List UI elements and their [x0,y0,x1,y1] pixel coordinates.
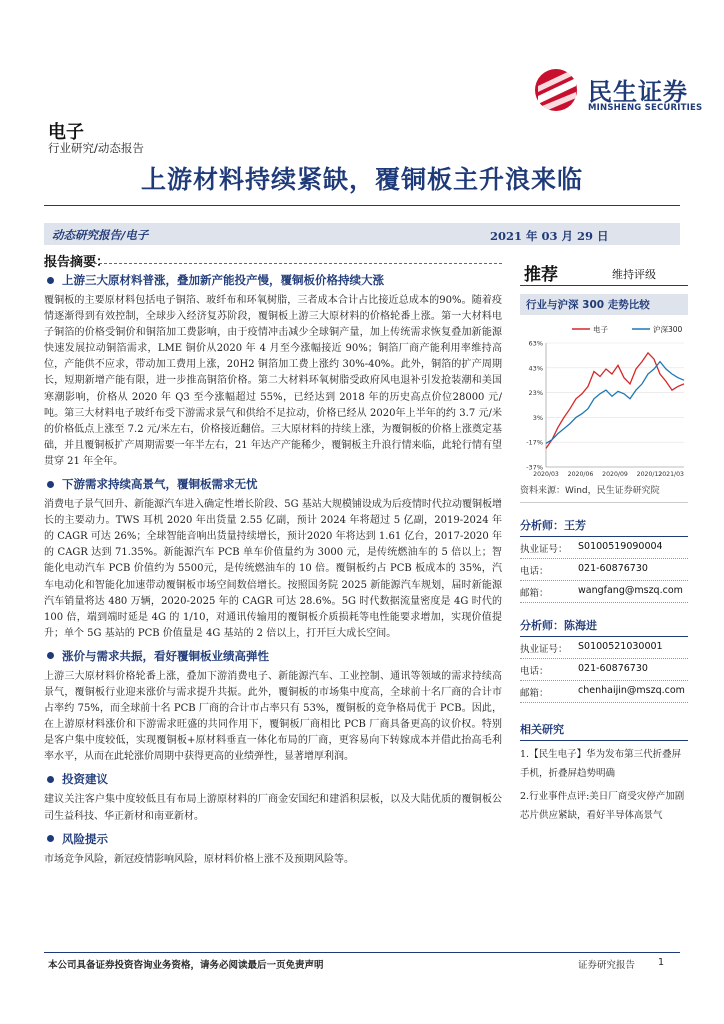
related-research-item[interactable]: 2.行业事件点评:美日厂商受灾停产加剧芯片供应紧缺，看好半导体高景气 [520,791,685,821]
info-key: 邮箱： [520,688,549,699]
x-tick-label: 2020/06 [567,471,594,478]
y-tick-label: -17% [526,438,543,447]
legend-label: 电子 [593,325,608,334]
footer-disclaimer: 本公司具备证券投资咨询业务资格，请务必阅读最后一页免责声明 [48,960,324,971]
logo-mark-icon [532,66,584,116]
x-tick-label: 2020/12 [636,471,663,478]
info-key: 电话： [520,666,549,677]
footer-label: 证券研究报告 [578,960,636,971]
section-title: 下游需求持续高景气，覆铜板需求无忧 [62,477,258,492]
x-tick-label: 2021/03 [658,471,684,478]
email-link[interactable]: chenhaijin@mszq.com [578,685,685,696]
x-tick-label: 2020/03 [533,471,559,478]
info-key: 执业证号： [520,544,568,555]
section-paragraph: 建议关注客户集中度较低且有布局上游原材料的厂商金安国纪和建滔积层板，以及大陆优质的覆铜板公司生益科技、华正新材和南亚新材。 [44,794,502,822]
bullet-icon [47,481,54,488]
rating-note: 维持评级 [612,268,656,281]
series-line-electronics [546,353,684,449]
y-tick-label: -37% [526,463,543,472]
section-title: 上游三大原材料普涨，叠加新产能投产慢，覆铜板价格持续大涨 [62,273,384,287]
y-tick-label: 63% [528,339,543,348]
y-tick-label: 3% [532,413,543,422]
info-value: S0100521030001 [578,641,663,652]
rating-box [520,258,688,286]
y-tick-label: 23% [528,389,543,398]
analyst-info-row [520,637,688,659]
analyst-info-row [520,681,688,703]
info-value: 021-60876730 [578,663,648,674]
section-paragraph: 市场竞争风险，新冠疫情影响风险，原材料价格上涨不及预期风险等。 [44,853,354,865]
analyst-heading: 分析师：王芳 [520,513,688,537]
report-date: 2021 年 03 月 29 日 [490,229,609,243]
divider [44,205,680,206]
info-key: 电话： [520,566,549,577]
section-paragraph: 覆铜板的主要原材料包括电子铜箔、玻纤布和环氧树脂，三者成本合计占比接近总成本的90%。随着疫情逐渐得到有效控制，全球步入经济复苏阶段，覆铜板上游三大原材料的价格轮番上涨。第一大材料电子铜箔的价格受铜价和铜箔加工费影响，由于疫情冲击减少全球铜产量，加上传统需求恢复叠加新能源快速发展拉动铜箔需求，LME 铜价从2020 年 4 月至今涨幅接近 90%；铜箔厂商产能利用率维持高位，产能供不应求，带动加工费用上涨，20H2 铜箔加工费上涨约 30%-40%。此外，铜箔的扩产周期长，短期新增产能有限，进一步推高铜箔价格。第二大材料环氧树脂受政府风电退补引发抢装潮和美国寒潮影响，价格从 2020 年 Q3 至今涨幅超过 55%，已经达到 2018 年的历史高点价位28000 元/吨。第三大材料电子玻纤布受下游需求景气和供给不足拉动，价格已经从 2020年上半年的约 3.7 元/米的价格低点上涨至 7.2 元/米左右，价格接近翻倍。三大原材料的持续上涨，为覆铜板的价格上涨奠定基础，并且覆铜板扩产周期需要一年半左右，21 年达产产能稀少，覆铜板主升浪行情来临，此轮行情有望贯穿 21 年全年。 [44,295,502,467]
logo-chinese-name: 民生证券 [588,78,688,106]
section-heading [44,476,502,492]
sector-label: 电子 [48,122,84,143]
related-research-heading: 相关研究 [520,717,688,741]
series-line-csi300 [546,362,684,444]
report-kind: 行业研究/动态报告 [48,141,144,155]
trend-chart [520,319,688,479]
summary-heading: 报告摘要： [44,255,110,270]
y-tick-label: 43% [528,364,543,373]
analyst-heading: 分析师：陈海进 [520,613,688,637]
trend-chart-svg [520,319,688,479]
section-title: 涨价与需求共振，看好覆铜板业绩高弹性 [62,648,269,663]
page-title: 上游材料持续紧缺，覆铜板主升浪来临 [140,165,583,194]
section-heading [44,831,502,847]
legend-label: 沪深300 [653,325,683,334]
info-value: 021-60876730 [578,563,648,574]
logo-english-name: MINSHENG SECURITIES [588,103,703,113]
bullet-icon [47,277,54,284]
report-type-label: 动态研究报告/电子 [52,228,149,242]
bullet-icon [47,776,54,783]
dashed-divider [44,263,502,264]
section-paragraph: 上游三大原材料价格轮番上涨，叠加下游消费电子、新能源汽车、工业控制、通讯等领域的需求持续高景气，覆铜板行业迎来涨价与需求提升共振。此外，覆铜板的市场集中度高，全球前十名厂商的合计市占率约 75%，而全球前十名 PCB 厂商的合计市占率只有 53%，覆铜板的竞争格局优于 PCB。因此，在上游原材料涨价和下游需求旺盛的共同作用下，覆铜板厂商相比 PCB 厂商具备更高的议价权。特别是客户集中度较低，实现覆铜板+原材料垂直一体化布局的厂商，更容易向下转嫁成本并借此抬高毛利率水平，从而在此轮涨价周期中获得更高的业绩弹性，显著增厚利润。 [44,670,502,763]
analyst-info-row [520,559,688,581]
info-key: 执业证号： [520,644,568,655]
analyst-info-row [520,581,688,603]
footer-divider [44,952,680,953]
page-number: 1 [658,957,665,968]
related-research-item[interactable]: 1.【民生电子】华为发布第三代折叠屏手机，折叠屏趋势明确 [520,749,682,779]
email-link[interactable]: wangfang@mszq.com [578,585,683,596]
bullet-icon [47,835,54,842]
analyst-info-row [520,537,688,559]
info-value: S0100519090004 [578,541,663,552]
section-paragraph: 消费电子景气回升、新能源汽车进入确定性增长阶段、5G 基站大规模铺设成为后疫情时代拉动覆铜板增长的主要动力。TWS 耳机 2020 年出货量 2.55 亿副，预计 2024 年将超过 5 亿副，2019-2024 年的 CAGR 可达 26%；全球智能音响出货量持续增长，预计2020 年将达到 1.61 亿台，2017-2020 年的 CAGR 达到 71.35%。新能源汽车 PCB 单车价值量约为 3000 元，是传统燃油车的 5 倍以上；智能化电动汽车 PCB 价值约为 5500元，是传统燃油车的 10 倍。覆铜板约占 PCB 板成本的 35%，汽车电动化和智能化加速带动覆铜板市场空间数倍增长。按照国务院 2025 新能源汽车规划，届时新能源汽车销量将达 480 万辆，2020-2025 年的 CAGR 可达 28.6%。5G 时代数据流量密度是 4G 时代的 100 倍，端到端时延是 4G 的 1/10，对通讯传输用的覆铜板介质损耗等电性能要求增加，实现价值提升；单个 5G 基站的 PCB 价值量是 4G 基站的 2 倍以上，打开巨大成长空间。 [44,499,502,639]
section-title: 风险提示 [62,831,108,846]
summary-body [44,263,502,868]
rating-label: 推荐 [524,265,558,285]
x-tick-label: 2020/09 [602,471,628,478]
info-key: 邮箱： [520,588,549,599]
section-title: 投资建议 [62,772,108,787]
chart-heading: 行业与沪深 300 走势比较 [520,294,688,315]
analyst-info-row [520,659,688,681]
sidebar [520,258,688,825]
section-heading [44,272,502,288]
bullet-icon [47,652,54,659]
section-heading [44,771,502,787]
section-heading [44,648,502,664]
chart-source: 资料来源：Wind，民生证券研究院 [520,483,688,503]
